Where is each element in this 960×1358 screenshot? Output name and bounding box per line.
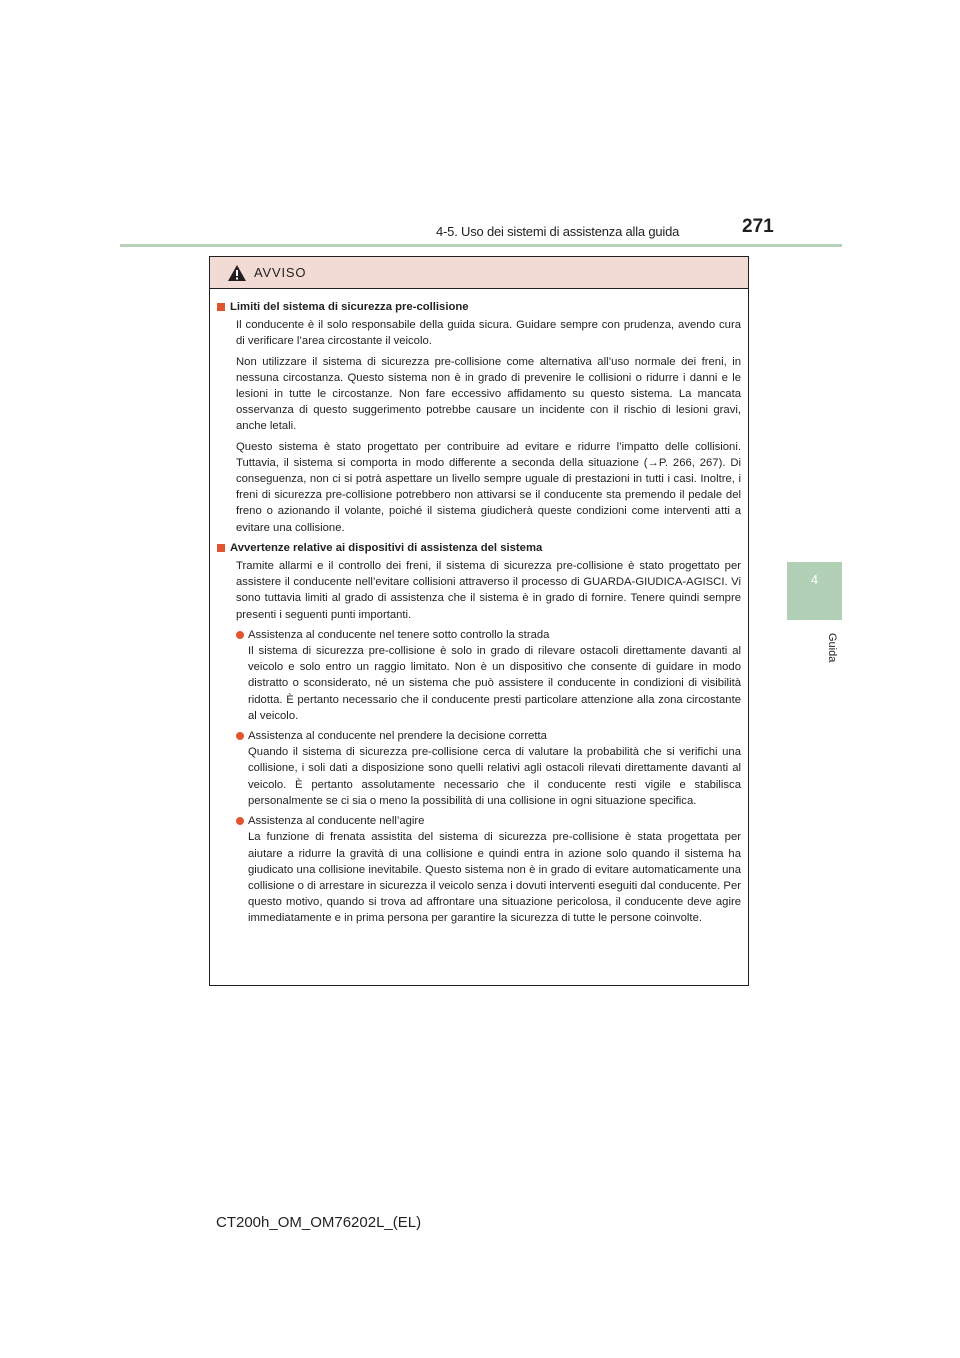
- square-bullet-icon: [217, 303, 225, 311]
- page-number: 271: [742, 216, 774, 237]
- bullet-content: [248, 728, 741, 809]
- warning-body: [210, 289, 748, 927]
- header-section-title: 4-5. Uso dei sistemi di assistenza alla guida: [436, 224, 680, 239]
- bullet-content: [248, 813, 741, 926]
- warning-header: [210, 257, 748, 289]
- warning-triangle-icon: [227, 264, 247, 282]
- bullet-title: Assistenza al conducente nel tenere sotto controllo la strada: [248, 628, 550, 641]
- warning-title: AVVISO: [254, 265, 307, 280]
- paragraph: Questo sistema è stato progettato per contribuire ad evitare e ridurre l’impatto delle collisioni. Tuttavia, il sistema si comporta in modo differente a seconda della situazione (→P. 266, 267). Di conseguenza, non ci si potrà aspettare un livello sempre uguale di prestazioni in tutti i casi. Inoltre, i freni di sicurezza pre-collisione potrebbero non attivarsi se il conducente sta premendo il pedale del freno o azionando il volante, poiché il sistema giudicherà queste condizioni come interventi atti a evitare una collisione.: [236, 440, 741, 534]
- bullet-text: Quando il sistema di sicurezza pre-collisione cerca di valutare la probabilità che si verifichi una collisione, i soli dati a disposizione sono quelli relativi agli ostacoli rilevati direttamente davanti al veicolo. È pertanto assolutamente necessario che il conducente resti vigile e stabilisca personalmente se ci sia o meno la possibilità di una collisione in ogni situazione specifica.: [248, 746, 741, 807]
- section-heading-text: Limiti del sistema di sicurezza pre-collisione: [230, 301, 469, 313]
- bullet-item: [236, 813, 741, 926]
- square-bullet-icon: [217, 544, 225, 552]
- round-bullet-icon: [236, 732, 244, 740]
- paragraph: Non utilizzare il sistema di sicurezza pre-collisione come alternativa all’uso normale dei freni, in nessuna circostanza. Questo sistema non è in grado di prevenire le collisioni o ridurre i danni e le lesioni in tutte le circostanze. Non fare eccessivo affidamento su questo sistema. La mancata osservanza di questo suggerimento potrebbe causare un incidente con il rischio di lesioni gravi, anche letali.: [236, 355, 741, 433]
- round-bullet-icon: [236, 631, 244, 639]
- round-bullet-icon: [236, 817, 244, 825]
- bullet-item: [236, 728, 741, 809]
- section-heading: [217, 299, 741, 315]
- bullet-content: [248, 627, 741, 724]
- warning-box: [209, 256, 749, 986]
- bullet-title: Assistenza al conducente nel prendere la decisione corretta: [248, 730, 547, 743]
- chapter-label: Guida: [826, 633, 838, 663]
- header-rule: [120, 244, 842, 247]
- paragraph: Il conducente è il solo responsabile della guida sicura. Guidare sempre con prudenza, avendo cura di verificare l’area circostante il veicolo.: [236, 319, 741, 348]
- bullet-text: La funzione di frenata assistita del sistema di sicurezza pre-collisione è stata progettata per aiutare a ridurre la gravità di una collisione e quindi entra in azione solo quando il sistema ha giudicato una collisione inevitabile. Questo sistema non è in grado di evitare automaticamente una collisione o di arrestare in sicurezza il veicolo senza i dovuti interventi eseguiti dal conducente. Per questo motivo, quando si trova ad affrontare una situazione pericolosa, il conducente deve agire immediatamente e in prima persona per garantire la sicurezza di tutte le persone coinvolte.: [248, 831, 741, 925]
- paragraph: Tramite allarmi e il controllo dei freni, il sistema di sicurezza pre-collisione è stato progettato per assistere il conducente nell’evitare collisioni attraverso il processo di GUARDA-GIUDICA-AGISCI. Vi sono tuttavia limiti al grado di assistenza che il sistema è in grado di fornire. Tenere quindi sempre presenti i seguenti punti importanti.: [236, 560, 741, 621]
- bullet-item: [236, 627, 741, 724]
- footer-document-code: CT200h_OM_OM76202L_(EL): [216, 1214, 422, 1231]
- bullet-text: Il sistema di sicurezza pre-collisione è solo in grado di rilevare ostacoli direttamente davanti al veicolo e solo entro un raggio limitato. Non è un dispositivo che consente di guidare in modo distratto o sconsiderato, né un sistema che può assistere il conducente in condizioni di visibilità ridotta. È pertanto necessario che il conducente presti particolare attenzione alla zona circostante al veicolo.: [248, 645, 741, 722]
- chapter-number: 4: [810, 572, 819, 587]
- section-heading-text: Avvertenze relative ai dispositivi di assistenza del sistema: [230, 541, 543, 554]
- bullet-title: Assistenza al conducente nell’agire: [248, 815, 425, 828]
- section-heading: [217, 540, 741, 556]
- chapter-tab: [787, 562, 842, 620]
